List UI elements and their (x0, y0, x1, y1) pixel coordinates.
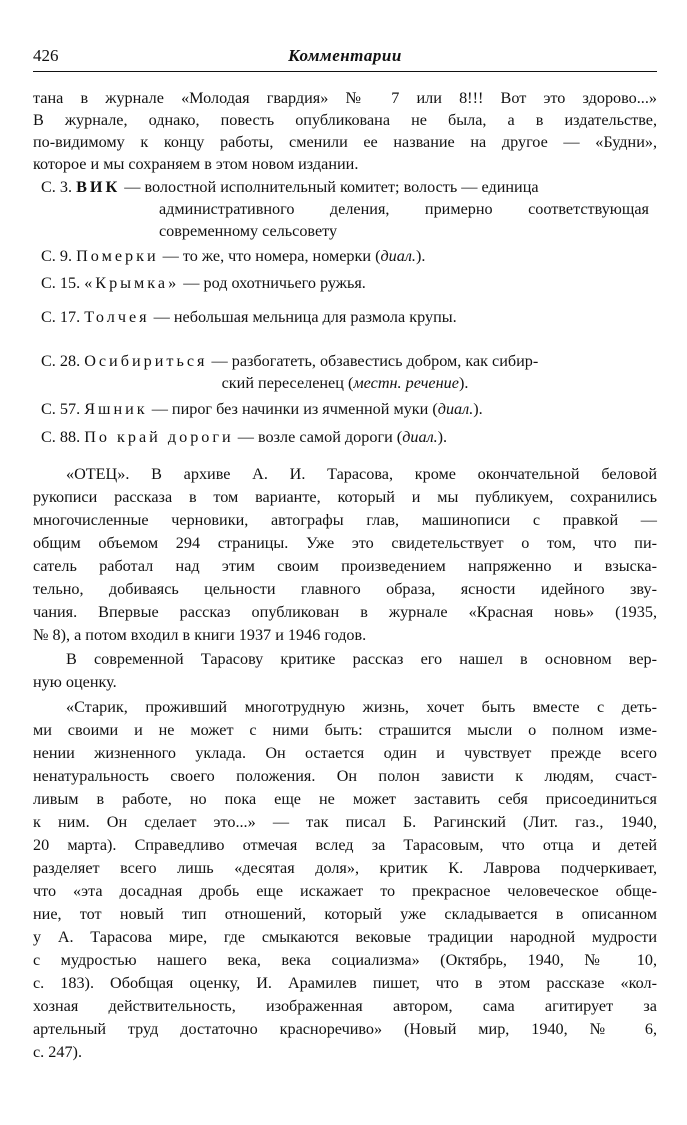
glossary-entry (41, 398, 665, 420)
glossary-entry (41, 245, 665, 267)
glossary-term: Толчея (84, 308, 150, 326)
glossary-end: ). (458, 374, 469, 392)
glossary-definition: — разбогатеть, обзавестись добром, как сибир- (207, 352, 539, 370)
glossary-definition: — род охотничьего ружья. (179, 274, 366, 292)
glossary-term: Яшник (84, 400, 148, 418)
glossary-entry (41, 306, 665, 328)
page-ref: С. 28. (41, 352, 81, 370)
text-line: у А. Тарасова мире, где смыкаются вековые традиции народной мудрости (33, 928, 657, 946)
glossary-end: ). (415, 247, 426, 265)
glossary-term: ВИК (76, 178, 121, 196)
text-line: разделяет всего лишь «десятая доля», критик К. Лаврова подчеркивает, (33, 859, 657, 877)
text-line: к ним. Он сделает это...» — так писал Б. Рагинский (Лит. газ., 1940, (33, 813, 657, 831)
glossary-continuation: административного деления, примерно соответствующая (159, 200, 649, 218)
text-line: нении жизненного уклада. Он остается один и чувствует прежде всего (33, 744, 657, 762)
glossary-term: Осибириться (84, 352, 208, 370)
usage-note: местн. речение (353, 374, 459, 392)
page-ref: С. 57. (41, 400, 81, 418)
text-line: тельно, добиваясь цельности главного образа, ясности идейного зву- (33, 580, 657, 598)
glossary-end: ). (473, 400, 483, 418)
text-line: хозная действительность, изображенная автором, сама агитирует за (33, 997, 657, 1015)
text-line: чания. Впервые рассказ опубликован в журнале «Красная новь» (1935, (33, 603, 657, 621)
page-ref: С. 9. (41, 247, 73, 265)
text-line: с. 247). (33, 1043, 82, 1061)
running-title: Комментарии (288, 46, 402, 65)
page-header (33, 46, 657, 68)
glossary-definition: — то же, что номера, номерки ( (158, 247, 381, 265)
text-line: что «эта досадная дробь еще искажает то прекрасное человеческое обще- (33, 882, 657, 900)
text-line: «Старик, проживший многотрудную жизнь, хочет быть вместе с деть- (66, 698, 657, 716)
text-line: общим объемом 294 страницы. Уже это свидетельствует о том, что пи- (33, 534, 657, 552)
glossary-end: ). (437, 428, 448, 446)
glossary-definition: — небольшая мельница для размола крупы. (149, 308, 457, 326)
glossary-definition: — пирог без начинки из ячменной муки ( (147, 400, 438, 418)
text-line: ненатуральность своего положения. Он полон зависти к людям, счаст- (33, 767, 657, 785)
text-line: тана в журнале «Молодая гвардия» № 7 или 8!!! Вот это здорово...» (33, 89, 657, 107)
usage-note: диал. (437, 400, 474, 418)
text-line: № 8), а потом входил в книги 1937 и 1946 годов. (33, 626, 367, 644)
header-rule (33, 71, 657, 72)
text-line: сатель работал над этим своим произведением напряженно и взыска- (33, 557, 657, 575)
text-line: рукописи рассказа в том варианте, который и мы публикуем, сохранились (33, 488, 657, 506)
text-line: артельный труд достаточно красноречиво» (Новый мир, 1940, № 6, (33, 1020, 657, 1038)
text-line: многочисленные черновики, автографы глав, машинописи с правкой — (33, 511, 657, 529)
page-ref: С. 3. (41, 178, 73, 196)
page-ref: С. 17. (41, 308, 81, 326)
glossary-term: По край дороги (84, 428, 234, 446)
usage-note: диал. (402, 428, 438, 446)
text-line: с. 183). Обобщая оценку, И. Арамилев пишет, что в этом рассказе «кол- (33, 974, 657, 992)
text-line: ливым в работе, но пока еще не может заставить себя присоединиться (33, 790, 657, 808)
glossary-definition: — волостной исполнительный комитет; волость — единица (120, 178, 539, 196)
text-line: 20 марта). Справедливо отмечая вслед за Тарасовым, что отца и детей (33, 836, 657, 854)
text-line: с мудростью нашего века, века социализма» (Октябрь, 1940, № 10, (33, 951, 657, 969)
text-line: которое и мы сохраняем в этом новом издании. (33, 155, 359, 173)
page-number: 426 (33, 46, 59, 65)
page-ref: С. 15. (41, 274, 81, 292)
text-line: В журнале, однако, повесть опубликована не была, а в издательстве, (33, 111, 657, 129)
glossary-definition: — возле самой дороги ( (233, 428, 403, 446)
glossary-continuation (33, 372, 657, 394)
continuation-text: ский переселенец ( (221, 374, 354, 392)
glossary-entry (41, 272, 665, 294)
section-heading-line: «ОТЕЦ». В архиве А. И. Тарасова, кроме окончательной беловой (66, 465, 657, 483)
text-line: ние, тот новый тип отношений, который уже складывается в описанном (33, 905, 657, 923)
glossary-entry (41, 176, 665, 198)
text-line: ную оценку. (33, 673, 117, 691)
text-line: ми своими и не может с ними быть: страшится мысли о полном изме- (33, 721, 657, 739)
usage-note: диал. (380, 247, 416, 265)
text-line: по-видимому к концу работы, сменили ее название на другое — «Будни», (33, 133, 657, 151)
glossary-term: Померки (76, 247, 159, 265)
text-line: В современной Тарасову критике рассказ его нашел в основном вер- (66, 650, 657, 668)
glossary-continuation: современному сельсовету (159, 222, 338, 240)
page-ref: С. 88. (41, 428, 81, 446)
glossary-entry (41, 350, 665, 372)
glossary-entry (41, 426, 665, 448)
glossary-term: «Крымка» (84, 274, 180, 292)
